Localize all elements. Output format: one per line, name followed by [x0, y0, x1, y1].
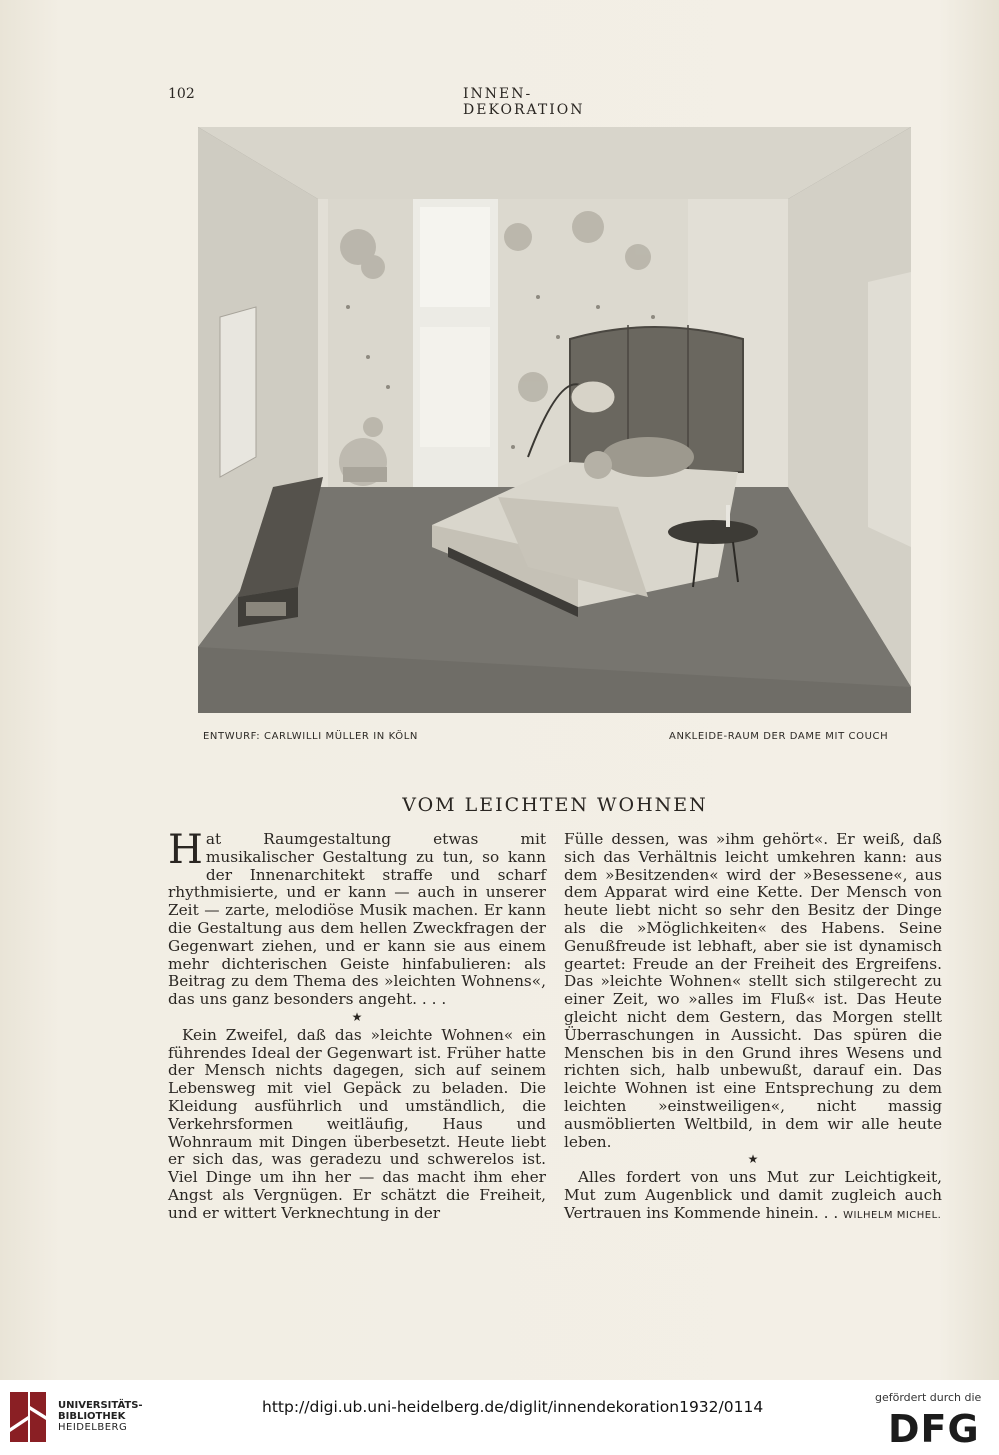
university-line: UNIVERSITÄTS- [58, 1400, 143, 1411]
paragraph-text: Alles fordert von uns Mut zur Leichtigkeit, Mut zum Augenblick und damit zugleich auch Vertrauen ins Kommende hinein. . . [564, 1168, 942, 1222]
article-title: VOM LEICHTEN WOHNEN [402, 794, 708, 816]
paragraph-text: at Raumgestaltung etwas mit musikalischer Gestaltung zu tun, so kann der Innenarchitekt straffe und scharf rhythmisierte, und er kann — auch in unserer Zeit — zarte, melodiöse Musik machen. Er kann die Gestaltung aus dem hellen Zweckfragen der Gegenwart ziehen, und er kann sie aus einem mehr dichterischen Geiste hinfabulieren: als Beitrag zu dem Thema des »leichten Wohnens«, das uns ganz besonders angeht. . . . [168, 830, 546, 1009]
section-divider-star: ★ [747, 1152, 759, 1167]
library-line: BIBLIOTHEK [58, 1411, 126, 1422]
city-line: HEIDELBERG [58, 1422, 128, 1433]
photo-title-caption: ANKLEIDE-RAUM DER DAME MIT COUCH [669, 731, 889, 742]
section-divider-star: ★ [351, 1009, 363, 1024]
paragraph: Kein Zweifel, daß das »leichte Wohnen« ein führendes Ideal der Gegenwart ist. Früher hatte der Mensch nichts dagegen, sich auf seinem Lebensweg mit viel Gepäck zu beladen. Die Kleidung ausführlich und umständlich, die Verkehrsformen weitläufig, Haus und Wohnraum mit Dingen überbesetzt. Heute liebt er sich das, was geradezu und schwerelos ist. Viel Dinge um ihn her — das macht ihm eher Angst als Vergnügen. Er schätzt die Freiheit, und er wittert Verknechtung in der [168, 1025, 546, 1222]
paragraph [168, 827, 546, 1009]
running-header [168, 86, 648, 118]
university-library-name [58, 1400, 143, 1433]
funded-by-label: gefördert durch die [875, 1391, 982, 1404]
permalink-url[interactable]: http://digi.ub.uni-heidelberg.de/diglit/innendekoration1932/0114 [262, 1398, 764, 1416]
text-column-left [168, 827, 546, 1223]
text-column-right [564, 831, 942, 1225]
drop-cap: H [168, 827, 203, 873]
paragraph [564, 1169, 942, 1224]
digitization-footer [0, 1380, 999, 1455]
room-photograph [198, 127, 911, 713]
paragraph: Fülle dessen, was »ihm gehört«. Er weiß, daß sich das Verhältnis leicht umkehren kann: aus dem »Besitzenden« wird der »Besessene«, aus dem Apparat wird eine Kette. Der Mensch von heute liebt nicht so sehr den Besitz der Dinge als die »Möglichkeiten« des Habens. Seine Genußfreude ist lebhaft, aber sie ist dynamisch geartet: Freude an der Freiheit des Ergreifens. Das »leichte Wohnen« stellt sich stilgerecht zu einer Zeit, wo »alles im Fluß« ist. Das Heute gleicht nicht dem Gestern, das Morgen stellt Überraschungen in Aussicht. Das spüren die Menschen bis in den Grund ihres Wesens und richten sich, halb unbewußt, darauf ein. Das leichte Wohnen ist eine Entsprechung zu dem leichten »einstweiligen«, nicht massig ausmöblierten Weltbild, in dem wir alle heute leben. [564, 830, 942, 1151]
university-library-logo [6, 1388, 50, 1446]
author-signature: WILHELM MICHEL. [843, 1209, 942, 1221]
dfg-logo: DFG [888, 1407, 980, 1451]
photo-credit-caption: ENTWURF: CARLWILLI MÜLLER IN KÖLN [203, 731, 418, 742]
page-number: 102 [168, 86, 195, 102]
running-title: INNEN-DEKORATION [463, 86, 585, 118]
